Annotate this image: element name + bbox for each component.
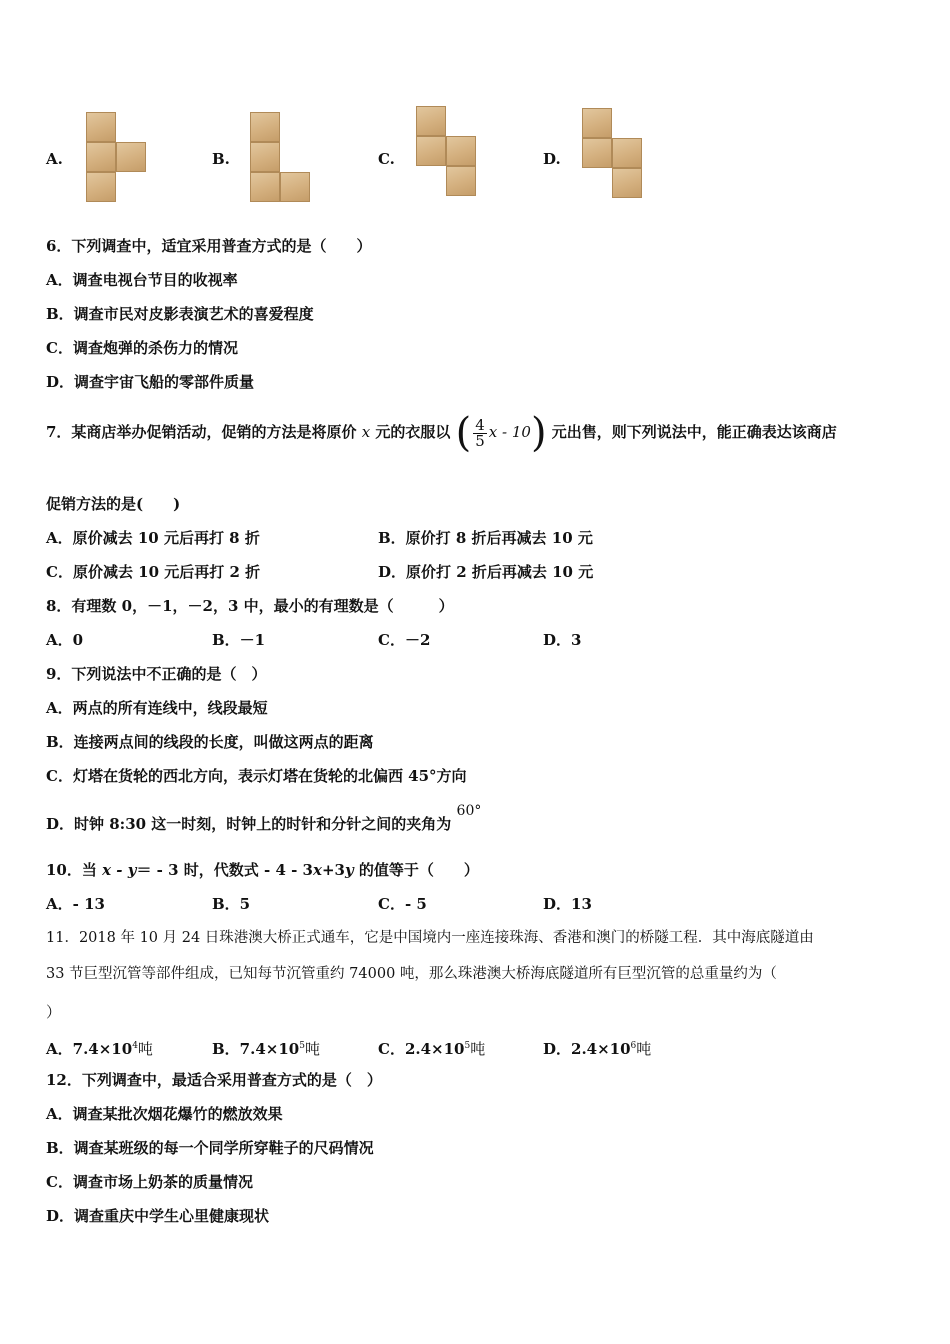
q11-option-a-exp: 4 [132,1041,138,1051]
q9-option-b: B．连接两点间的线段的长度，叫做这两点的距离 [46,733,374,751]
q7-var-x: x [361,423,371,441]
q7-option-d: D．原价打 2 折后再减去 10 元 [378,563,594,581]
q10-condition: x - y [102,861,137,879]
q12-option-a: A．调查某批次烟花爆竹的燃放效果 [46,1105,283,1123]
figure-option-a-label: A. [46,150,63,168]
q9-option-d-text: D．时钟 8:30 这一时刻，时钟上的时针和分针之间的夹角为 [46,815,452,833]
q9-stem: 9．下列说法中不正确的是（ ） [46,665,267,683]
cube-figure-b [248,112,312,204]
q9-option-a: A．两点的所有连线中，线段最短 [46,699,268,717]
q6-option-d: D．调查宇宙飞船的零部件质量 [46,373,255,391]
q7-expr-tail: x - 10 [488,423,531,441]
cube-figure-a [84,112,148,204]
q7-frac-den: 5 [475,431,485,450]
q11-option-a-unit: 吨 [137,1040,153,1058]
q12-stem: 12．下列调查中，最适合采用普查方式的是（ ） [46,1071,382,1089]
q7-open-paren: ( [455,410,472,456]
q10-expr-x: x [313,861,322,879]
figure-option-c-label: C. [378,150,395,168]
q12-option-d: D．调查重庆中学生心里健康现状 [46,1207,270,1225]
q12-option-b: B．调查某班级的每一个同学所穿鞋子的尺码情况 [46,1139,374,1157]
q11-option-b: B．$7.4\times 10^5$吨 [212,1040,320,1058]
q7-option-b: B．原价打 8 折后再减去 10 元 [378,529,593,547]
q8-option-d: D．3 [543,631,582,649]
q11-option-d: D．$2.4\times 10^6$吨 [543,1040,652,1058]
q7-close-paren: ) [530,410,547,456]
q6-option-a: A．调查电视台节目的收视率 [46,271,238,289]
q11-option-b-exp: 5 [299,1041,305,1051]
q11-stem-line2: 33 节巨型沉管等部件组成，已知每节沉管重约 74000 吨，那么珠港澳大桥海底隧道所有巨型沉管的总重量约为（ [46,966,777,982]
q12-option-c: C．调查市场上奶茶的质量情况 [46,1173,253,1191]
q7-option-c: C．原价减去 10 元后再打 2 折 [46,563,261,581]
q10-stem-post: 的值等于（ ） [353,861,479,879]
q11-option-d-exp: 6 [630,1041,637,1051]
q8-option-a: A．0 [46,631,84,649]
q10-stem [46,860,479,880]
figure-option-b-label: B. [212,150,230,168]
q10-option-b: B．5 [212,895,251,913]
cube-figure-d [580,108,646,204]
q7-stem-line2: 促销方法的是( ) [46,495,181,513]
q8-stem: 8．有理数 0，－1，－2，3 中，最小的有理数是（ ） [46,597,454,615]
q10-option-c: C．- 5 [378,895,427,913]
q10-stem-pre: 10．当 [46,861,97,879]
q10-option-a: A．- 13 [46,895,105,913]
figure-option-d-label: D. [543,150,561,168]
q11-option-c: C．$2.4\times 10^5$吨 [378,1040,486,1058]
q7-stem-mid: 元的衣服以 [375,423,451,441]
q10-expr-y: y [344,861,354,879]
cube-figure-c [414,106,478,202]
q8-option-c: C．－2 [378,631,431,649]
q6-option-b: B．调查市民对皮影表演艺术的喜爱程度 [46,305,314,323]
q6-option-c: C．调查炮弹的杀伤力的情况 [46,339,238,357]
q7-option-a: A．原价减去 10 元后再打 8 折 [46,529,260,547]
q7-stem-pre: 7．某商店举办促销活动，促销的方法是将原价 [46,423,357,441]
q10-stem-mid: ＝ - 3 时，代数式 - 4 - 3 [136,861,313,879]
q7-stem [46,410,837,456]
q11-stem-line3: ） [46,1003,62,1021]
q10-option-d: D．13 [543,895,592,913]
q9-option-d [46,803,482,835]
q11-option-c-unit: 吨 [470,1040,486,1058]
q11-option-c-exp: 5 [464,1041,471,1051]
q8-option-b: B．－1 [212,631,266,649]
q7-stem-post: 元出售，则下列说法中，能正确表达该商店 [551,423,837,441]
q11-stem-line1: 11．2018 年 10 月 24 日珠港澳大桥正式通车，它是中国境内一座连接珠海、香港和澳门的桥隧工程．其中海底隧道由 [46,930,814,946]
q7-fraction [473,415,487,450]
q9-option-c: C．灯塔在货轮的西北方向，表示灯塔在货轮的北偏西 45°方向 [46,767,467,785]
q6-stem: 6．下列调查中，适宜采用普查方式的是（ ） [46,237,372,255]
q11-option-a: A．$7.4\times 10^4$吨 [46,1040,153,1058]
q10-expr-plus: +3 [321,861,345,879]
q9-angle-value: 60° [456,803,482,819]
q11-option-b-unit: 吨 [304,1040,320,1058]
q7-frac-num: 4 [475,415,485,434]
q11-option-d-unit: 吨 [636,1040,652,1058]
